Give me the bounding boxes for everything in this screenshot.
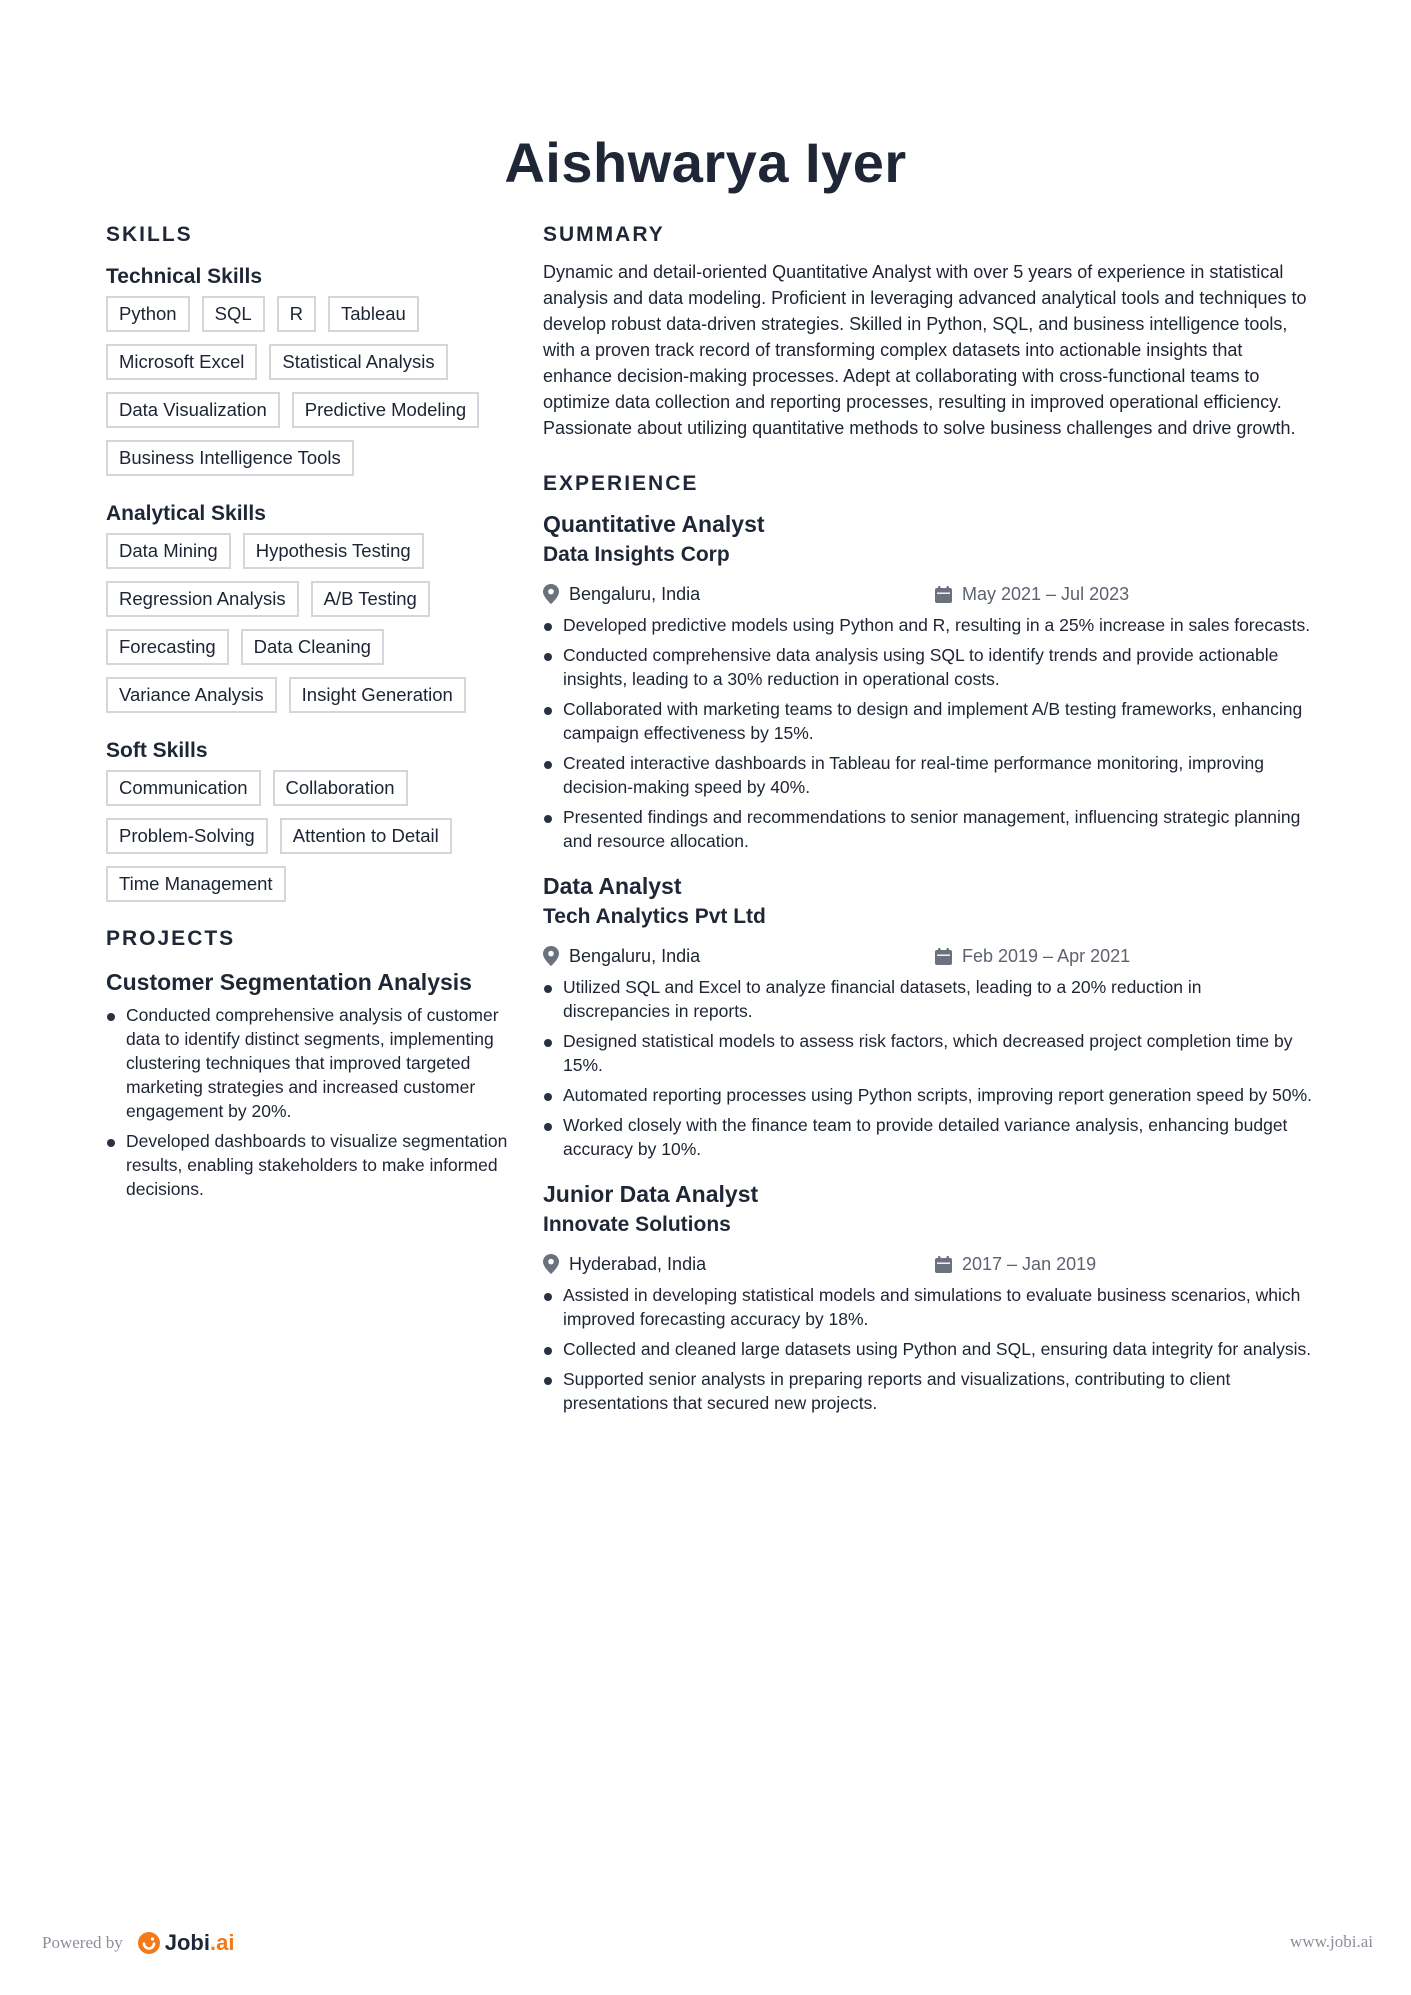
job-bullet: Conducted comprehensive data analysis using SQL to identify trends and provide actionable insights, leading to a 30% reduction in operational costs. (543, 643, 1313, 691)
skill-group-title: Analytical Skills (106, 502, 266, 525)
project-list (106, 967, 516, 1201)
job-entry (543, 1179, 1313, 1415)
skill-chip: Time Management (106, 866, 286, 902)
skill-chip: Problem-Solving (106, 818, 268, 854)
skill-chip: Business Intelligence Tools (106, 440, 354, 476)
jobi-logo[interactable] (137, 1930, 235, 1956)
experience-heading: EXPERIENCE (543, 472, 699, 495)
job-meta (543, 943, 1313, 969)
skill-chip-list (106, 296, 516, 476)
calendar-icon (935, 586, 952, 603)
skill-chip: Data Visualization (106, 392, 280, 428)
brand-suffix: .ai (209, 1930, 235, 1955)
job-entry (543, 509, 1313, 853)
project-bullet: Developed dashboards to visualize segmentation results, enabling stakeholders to make informed decisions. (106, 1129, 516, 1201)
job-title: Junior Data Analyst (543, 1181, 759, 1207)
company-name: Data Insights Corp (543, 543, 730, 566)
job-location-text: Bengaluru, India (569, 945, 701, 966)
job-bullet: Collected and cleaned large datasets using Python and SQL, ensuring data integrity for analysis. (543, 1337, 1313, 1361)
skill-chip: Predictive Modeling (292, 392, 479, 428)
summary-heading: SUMMARY (543, 223, 665, 246)
job-bullet: Assisted in developing statistical models and simulations to evaluate business scenarios, which improved forecasting accuracy by 18%. (543, 1283, 1313, 1331)
job-location-text: Bengaluru, India (569, 583, 701, 604)
skill-chip-list (106, 533, 516, 713)
job-list (543, 509, 1313, 1415)
skill-chip: Forecasting (106, 629, 229, 665)
skill-chip: Attention to Detail (280, 818, 452, 854)
website-link[interactable]: www.jobi.ai (1290, 1932, 1373, 1951)
brand-main: Jobi (164, 1930, 210, 1955)
job-bullets (543, 613, 1313, 853)
job-entry (543, 871, 1313, 1161)
skill-chip: Insight Generation (289, 677, 466, 713)
skill-chip: Tableau (328, 296, 419, 332)
skill-group-title: Soft Skills (106, 739, 208, 762)
job-title: Data Analyst (543, 873, 682, 899)
summary-text: Dynamic and detail-oriented Quantitative Analyst with over 5 years of experience in statistical analysis and data modeling. Proficient in leveraging advanced analytical tools and techniques to develop robust data-driven strategies. Skilled in Python, SQL, and business intelligence tools, with a proven track record of transforming complex datasets into actionable insights that enhance decision-making processes. Adept at collaborating with cross-functional teams to optimize data collection and reporting processes, resulting in improved operational efficiency. Passionate about utilizing quantitative methods to solve business challenges and drive growth. (543, 262, 1307, 438)
job-dates (935, 946, 1130, 967)
job-location (543, 946, 935, 967)
job-dates (935, 1254, 1096, 1275)
location-pin-icon (543, 584, 559, 604)
company-name: Innovate Solutions (543, 1213, 731, 1236)
skills-heading: SKILLS (106, 223, 193, 246)
job-bullet: Worked closely with the finance team to provide detailed variance analysis, enhancing budget accuracy by 10%. (543, 1113, 1313, 1161)
job-location (543, 584, 935, 605)
candidate-name: Aishwarya Iyer (504, 131, 907, 194)
job-dates-text: Feb 2019 – Apr 2021 (962, 945, 1131, 966)
powered-by-label: Powered by (42, 1933, 123, 1952)
project-title: Customer Segmentation Analysis (106, 969, 472, 995)
skill-chip-list (106, 770, 516, 902)
skill-groups (106, 263, 516, 902)
company-name: Tech Analytics Pvt Ltd (543, 905, 766, 928)
skill-chip: Statistical Analysis (269, 344, 447, 380)
job-location (543, 1254, 935, 1275)
projects-heading: PROJECTS (106, 927, 236, 950)
job-meta (543, 581, 1313, 607)
right-column (543, 222, 1313, 1433)
skill-chip: Variance Analysis (106, 677, 277, 713)
skill-chip: Hypothesis Testing (243, 533, 424, 569)
skill-chip: Communication (106, 770, 261, 806)
powered-by (42, 1930, 234, 1956)
project-bullets (106, 1003, 516, 1201)
skill-chip: Data Mining (106, 533, 231, 569)
location-pin-icon (543, 1254, 559, 1274)
skill-chip: SQL (202, 296, 265, 332)
job-title: Quantitative Analyst (543, 511, 765, 537)
skill-chip: A/B Testing (311, 581, 430, 617)
job-bullet: Utilized SQL and Excel to analyze financial datasets, leading to a 20% reduction in discrepancies in reports. (543, 975, 1313, 1023)
job-bullet: Presented findings and recommendations to senior management, influencing strategic planning and resource allocation. (543, 805, 1313, 853)
job-bullet: Supported senior analysts in preparing reports and visualizations, contributing to client presentations that secured new projects. (543, 1367, 1313, 1415)
skill-group-title: Technical Skills (106, 265, 263, 288)
job-dates (935, 584, 1129, 605)
skill-chip: R (277, 296, 316, 332)
job-dates-text: May 2021 – Jul 2023 (962, 583, 1130, 604)
job-dates-text: 2017 – Jan 2019 (962, 1253, 1097, 1274)
left-column (106, 222, 516, 1207)
job-location-text: Hyderabad, India (569, 1253, 707, 1274)
job-bullet: Collaborated with marketing teams to design and implement A/B testing frameworks, enhancing campaign effectiveness by 15%. (543, 697, 1313, 745)
skill-chip: Python (106, 296, 190, 332)
job-bullets (543, 975, 1313, 1161)
skill-chip: Regression Analysis (106, 581, 299, 617)
jobi-logo-icon (137, 1931, 161, 1955)
calendar-icon (935, 948, 952, 965)
skill-chip: Data Cleaning (241, 629, 384, 665)
job-bullets (543, 1283, 1313, 1415)
calendar-icon (935, 1256, 952, 1273)
job-bullet: Automated reporting processes using Python scripts, improving report generation speed by 50%. (543, 1083, 1313, 1107)
skill-chip: Microsoft Excel (106, 344, 257, 380)
job-bullet: Created interactive dashboards in Tableau for real-time performance monitoring, improving decision-making speed by 40%. (543, 751, 1313, 799)
job-meta (543, 1251, 1313, 1277)
job-bullet: Designed statistical models to assess risk factors, which decreased project completion time by 15%. (543, 1029, 1313, 1077)
job-bullet: Developed predictive models using Python and R, resulting in a 25% increase in sales forecasts. (543, 613, 1313, 637)
skill-chip: Collaboration (273, 770, 408, 806)
location-pin-icon (543, 946, 559, 966)
project-bullet: Conducted comprehensive analysis of customer data to identify distinct segments, implementing clustering techniques that improved targeted marketing strategies and increased customer engagement by 20%. (106, 1003, 516, 1123)
